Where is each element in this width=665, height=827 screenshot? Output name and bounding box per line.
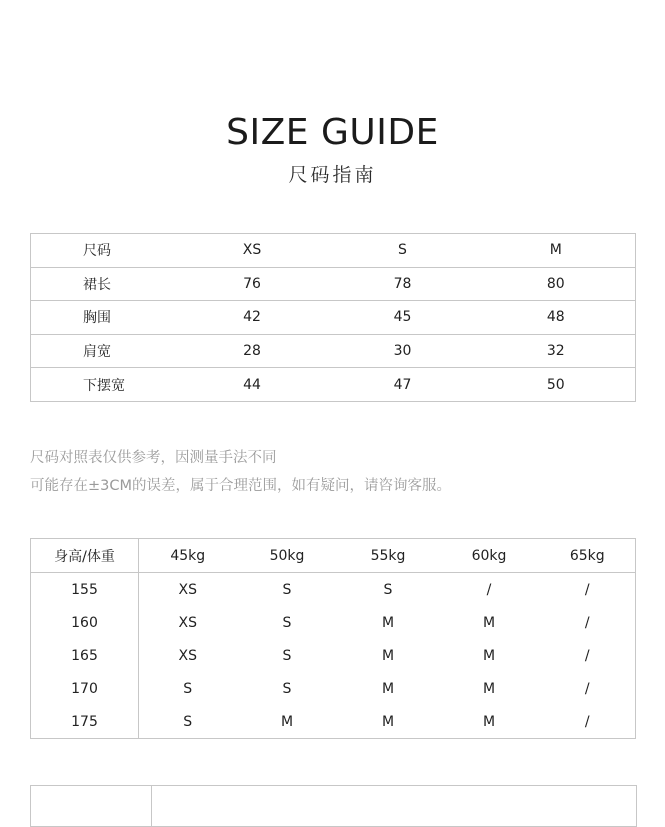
height-cell: 160 — [31, 606, 139, 639]
row-label: 尺码 — [31, 234, 176, 268]
table-cell: S — [282, 614, 292, 631]
table-header-row — [31, 539, 636, 573]
table-cell: S — [183, 680, 193, 697]
table-cell: 50 — [477, 368, 636, 402]
table-cell: M — [381, 680, 395, 697]
table-cell: S — [383, 581, 393, 598]
table-cell: / — [584, 581, 590, 598]
column-header: 身高/体重 — [31, 539, 139, 573]
table-cell: XS — [178, 581, 197, 598]
recommend-table — [30, 538, 636, 739]
table-row — [31, 606, 636, 639]
table-cell: S — [329, 234, 477, 268]
table-row — [31, 301, 636, 335]
table-row — [31, 672, 636, 705]
table-cell: S — [282, 647, 292, 664]
table-cell: 42 — [176, 301, 329, 335]
table-cell: 78 — [329, 267, 477, 301]
table-cell: 48 — [477, 301, 636, 335]
table-cell: 45 — [329, 301, 477, 335]
table-cell: XS — [178, 647, 197, 664]
page-title: SIZE GUIDE — [226, 112, 439, 153]
table-cell: XS — [176, 234, 329, 268]
column-header: 55kg — [338, 539, 439, 573]
table-cell: S — [282, 680, 292, 697]
column-header: 60kg — [439, 539, 540, 573]
page-subtitle: 尺码指南 — [288, 164, 377, 186]
height-cell: 170 — [31, 672, 139, 705]
row-label: 裙长 — [31, 267, 176, 301]
table-row — [31, 705, 636, 739]
table-cell: M — [482, 614, 496, 631]
column-header: 45kg — [139, 539, 237, 573]
row-label: 胸围 — [31, 301, 176, 335]
table-cell: M — [482, 680, 496, 697]
table-cell: M — [381, 713, 395, 730]
table-row — [31, 234, 636, 268]
column-header: 65kg — [540, 539, 636, 573]
note-line-1: 尺码对照表仅供参考，因测量手法不同 — [30, 450, 277, 466]
column-divider — [151, 786, 152, 826]
table-cell: M — [381, 614, 395, 631]
table-cell: 44 — [176, 368, 329, 402]
table-cell: / — [584, 614, 590, 631]
table-row — [31, 267, 636, 301]
table-cell: 32 — [477, 334, 636, 368]
height-cell: 155 — [31, 573, 139, 607]
column-header: 50kg — [237, 539, 338, 573]
table-cell: M — [477, 234, 636, 268]
table-cell: S — [282, 581, 292, 598]
next-table-partial — [30, 785, 637, 827]
table-cell: 76 — [176, 267, 329, 301]
table-cell: M — [280, 713, 294, 730]
table-cell: 47 — [329, 368, 477, 402]
table-cell: M — [482, 713, 496, 730]
table-row — [31, 334, 636, 368]
table-cell: XS — [178, 614, 197, 631]
row-label: 肩宽 — [31, 334, 176, 368]
table-cell: S — [183, 713, 193, 730]
table-cell: M — [381, 647, 395, 664]
table-cell: 28 — [176, 334, 329, 368]
table-row — [31, 573, 636, 607]
table-cell: 30 — [329, 334, 477, 368]
table-row — [31, 368, 636, 402]
table-row — [31, 639, 636, 672]
table-cell: / — [584, 713, 590, 730]
table-cell: / — [584, 647, 590, 664]
table-cell: / — [486, 581, 492, 598]
height-cell: 165 — [31, 639, 139, 672]
table-cell: / — [584, 680, 590, 697]
height-cell: 175 — [31, 705, 139, 739]
note-line-2: 可能存在±3CM的误差，属于合理范围，如有疑问，请咨询客服。 — [30, 478, 452, 494]
size-table — [30, 233, 636, 402]
table-cell: M — [482, 647, 496, 664]
table-cell: 80 — [477, 267, 636, 301]
row-label: 下摆宽 — [31, 368, 176, 402]
